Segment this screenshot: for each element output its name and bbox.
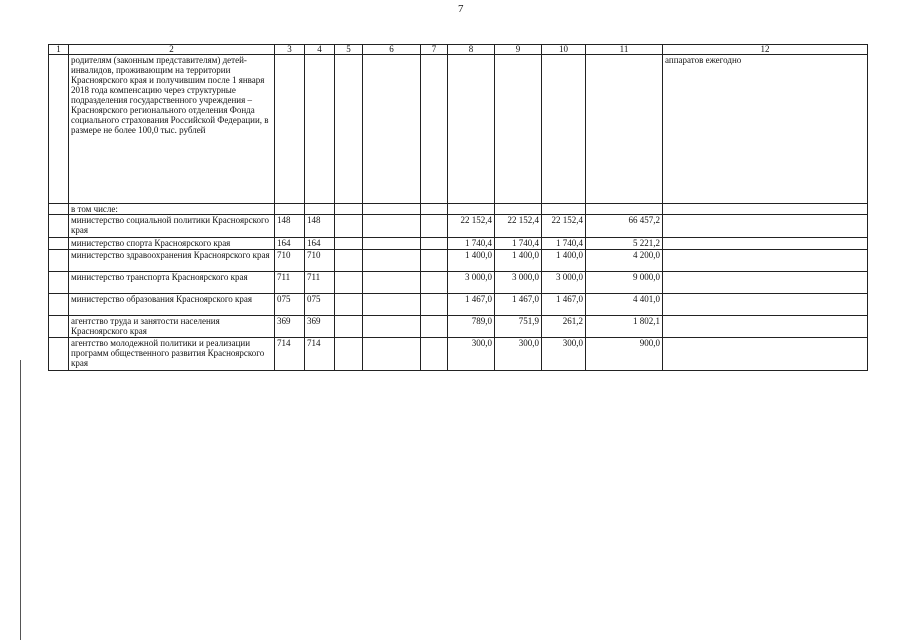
budget-table: [48, 44, 868, 371]
row-code-3: 710: [275, 250, 305, 272]
header-cell: 8: [448, 45, 495, 55]
row-value-9: 1 467,0: [495, 294, 542, 316]
row-name: министерство спорта Красноярского края: [69, 238, 275, 250]
row-name: министерство здравоохранения Красноярского края: [69, 250, 275, 272]
row-name: министерство социальной политики Красноярского края: [69, 215, 275, 238]
row-total-11: 4 200,0: [586, 250, 663, 272]
row-value-10: 300,0: [542, 338, 586, 371]
header-cell: 5: [335, 45, 363, 55]
row-code-4: 164: [305, 238, 335, 250]
row-code-3: 711: [275, 272, 305, 294]
table-row: [49, 238, 868, 250]
row-value-9: 751,9: [495, 316, 542, 338]
row-value-9: 300,0: [495, 338, 542, 371]
row-total-11: 1 802,1: [586, 316, 663, 338]
row-value-10: 22 152,4: [542, 215, 586, 238]
row-value-9: 22 152,4: [495, 215, 542, 238]
header-cell: 12: [663, 45, 868, 55]
row-total-11: 4 401,0: [586, 294, 663, 316]
row-code-3: 714: [275, 338, 305, 371]
row-total-11: 900,0: [586, 338, 663, 371]
header-cell: 4: [305, 45, 335, 55]
row-code-3: 075: [275, 294, 305, 316]
row-value-10: 1 400,0: [542, 250, 586, 272]
header-cell: 6: [363, 45, 421, 55]
header-cell: 2: [69, 45, 275, 55]
header-cell: 9: [495, 45, 542, 55]
row-value-10: 3 000,0: [542, 272, 586, 294]
row-total-11: 66 457,2: [586, 215, 663, 238]
header-cell: 7: [421, 45, 448, 55]
row-value-8: 300,0: [448, 338, 495, 371]
subheading: в том числе:: [69, 204, 275, 215]
intro-note: аппаратов ежегодно: [663, 55, 868, 204]
row-code-4: 148: [305, 215, 335, 238]
table-row: [49, 272, 868, 294]
row-value-10: 261,2: [542, 316, 586, 338]
row-name: агентство труда и занятости населения Красноярского края: [69, 316, 275, 338]
header-cell: 10: [542, 45, 586, 55]
row-value-8: 1 400,0: [448, 250, 495, 272]
row-value-8: 22 152,4: [448, 215, 495, 238]
row-value-8: 789,0: [448, 316, 495, 338]
row-value-10: 1 467,0: [542, 294, 586, 316]
row-code-4: 075: [305, 294, 335, 316]
intro-row: [49, 55, 868, 204]
row-value-10: 1 740,4: [542, 238, 586, 250]
row-code-4: 711: [305, 272, 335, 294]
header-row: [49, 45, 868, 55]
header-cell: 11: [586, 45, 663, 55]
row-total-11: 9 000,0: [586, 272, 663, 294]
row-value-8: 1 467,0: [448, 294, 495, 316]
header-cell: 3: [275, 45, 305, 55]
row-code-4: 714: [305, 338, 335, 371]
table-row: [49, 250, 868, 272]
row-code-3: 369: [275, 316, 305, 338]
row-code-3: 148: [275, 215, 305, 238]
table-row: [49, 316, 868, 338]
row-value-9: 3 000,0: [495, 272, 542, 294]
row-name: министерство образования Красноярского края: [69, 294, 275, 316]
table-row: [49, 338, 868, 371]
subheading-row: [49, 204, 868, 215]
intro-text: родителям (законным представителям) детей-инвалидов, проживающим на территории Красноярского края и получившим после 1 января 2018 года компенсацию через структурные подразделения государственного учреждения – Красноярского регионального отделения Фонда социального страхования Российской Федерации, в размере не более 100,0 тыс. рублей: [69, 55, 275, 204]
row-name: министерство транспорта Красноярского края: [69, 272, 275, 294]
margin-line: [20, 360, 21, 640]
row-name: агентство молодежной политики и реализации программ общественного развития Красноярского края: [69, 338, 275, 371]
page-number: 7: [458, 3, 464, 15]
row-value-9: 1 400,0: [495, 250, 542, 272]
header-cell: 1: [49, 45, 69, 55]
row-total-11: 5 221,2: [586, 238, 663, 250]
row-code-4: 710: [305, 250, 335, 272]
row-value-8: 3 000,0: [448, 272, 495, 294]
row-code-3: 164: [275, 238, 305, 250]
row-value-9: 1 740,4: [495, 238, 542, 250]
row-code-4: 369: [305, 316, 335, 338]
table-row: [49, 294, 868, 316]
table-row: [49, 215, 868, 238]
row-value-8: 1 740,4: [448, 238, 495, 250]
